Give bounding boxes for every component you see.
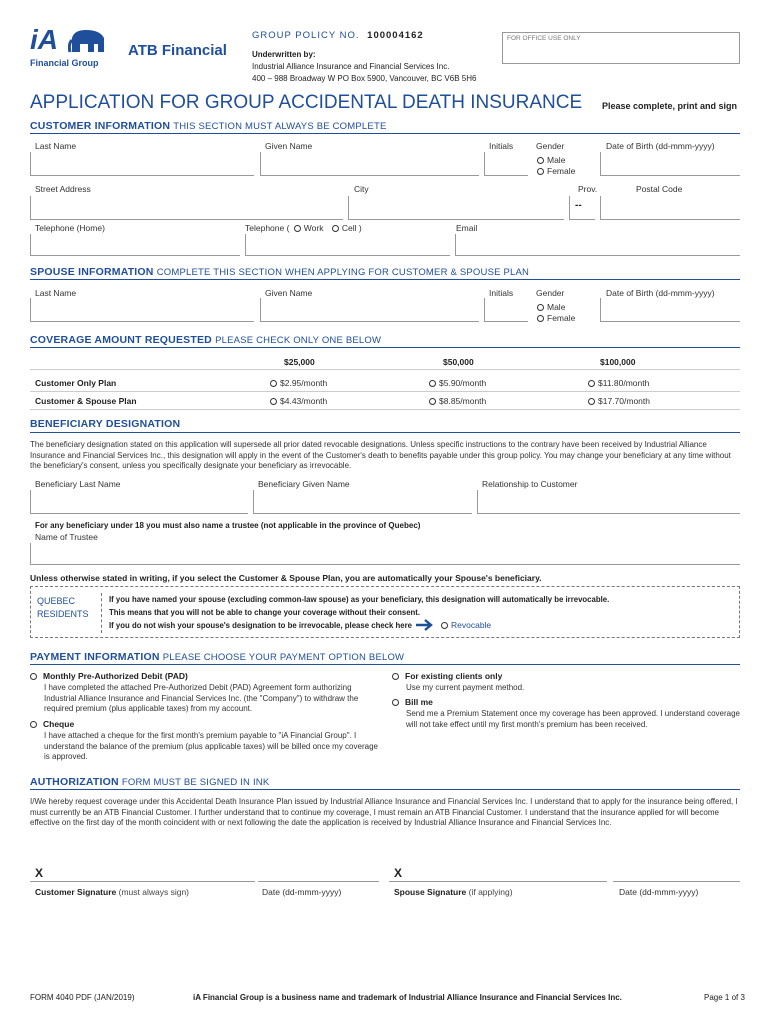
customer-section-title — [30, 120, 386, 132]
radio-icon — [270, 380, 277, 387]
customer-last-name-label: Last Name — [35, 141, 77, 151]
spouse-signature-x: X — [394, 866, 403, 880]
quebec-label-2: RESIDENTS — [37, 609, 89, 619]
spouse-gender-label: Gender — [536, 288, 565, 298]
authorization-paragraph: I/We hereby request coverage under this Accidental Death Insurance Plan issued by Industrial Alliance Insurance and Financial Services Inc. I understand that to apply for the insurance being offered, I must currently be an ATB Financial Customer. I further understand that to continue my coverage, I must remain an ATB Financial Customer. I understand that the insurance applied for will become effective on the first day of the month coincident with or next following the date the application is received by Industrial Alliance Insurance and Financial Services Inc. — [30, 797, 738, 827]
price-label: $11.80/month — [598, 378, 650, 388]
spouse-given-name-label: Given Name — [265, 288, 313, 298]
cheque-text: I have attached a cheque for the first month's premium payable to "iA Financial Group". I understand the balance of the premium (plus applicable taxes) will be billed once my coverage is approved. — [44, 731, 378, 761]
customer-only-50000-option[interactable] — [429, 378, 486, 388]
revocable-option[interactable] — [441, 620, 491, 630]
customer-spouse-100000-option[interactable] — [588, 396, 650, 406]
spouse-dob-field[interactable] — [600, 298, 740, 322]
coverage-col-100000: $100,000 — [600, 357, 636, 367]
spouse-beneficiary-note: Unless otherwise stated in writing, if you select the Customer & Spouse Plan, you are automatically your Spouse's beneficiary. — [30, 573, 542, 583]
spouse-heading: SPOUSE INFORMATION — [30, 266, 154, 278]
customer-signature-field[interactable] — [30, 862, 255, 882]
auth-heading: AUTHORIZATION — [30, 776, 119, 788]
email-field[interactable] — [455, 234, 740, 256]
payment-subheading: PLEASE CHOOSE YOUR PAYMENT OPTION BELOW — [162, 652, 405, 663]
quebec-line-1: If you have named your spouse (excluding common-law spouse) as your beneficiary, this designation will automatically be irrevocable. — [109, 595, 610, 604]
telephone-home-label: Telephone (Home) — [35, 223, 105, 233]
radio-icon — [537, 315, 544, 322]
customer-gender-male[interactable] — [537, 155, 565, 165]
cell-label: Cell ) — [341, 223, 362, 233]
spouse-subheading: COMPLETE THIS SECTION WHEN APPLYING FOR CUSTOMER & SPOUSE PLAN — [156, 267, 530, 278]
pad-title: Monthly Pre-Authorized Debit (PAD) — [43, 671, 188, 681]
existing-title: For existing clients only — [405, 671, 503, 681]
page-title: APPLICATION FOR GROUP ACCIDENTAL DEATH INSURANCE — [30, 92, 583, 113]
quebec-label — [37, 595, 89, 621]
customer-initials-label: Initials — [489, 141, 514, 151]
postal-code-label: Postal Code — [636, 184, 683, 194]
trustee-label: Name of Trustee — [35, 532, 98, 542]
customer-gender-female[interactable] — [537, 166, 575, 176]
female-label: Female — [547, 166, 576, 176]
radio-icon — [30, 721, 37, 728]
male-label: Male — [547, 302, 566, 312]
auth-subheading: FORM MUST BE SIGNED IN INK — [121, 777, 270, 788]
cust-sig-title: Customer Signature — [35, 887, 117, 897]
customer-only-25000-option[interactable] — [270, 378, 327, 388]
beneficiary-paragraph: The beneficiary designation stated on this application will supersede all prior dated revocable designations. Unless specific instructions to the contrary have been received by Industrial Alliance Insurance and Financial Services Inc., this designation will apply in the event of the Customer's death to benefits payable under this group policy. You may change your beneficiary at any time without the beneficiary's consent, unless you specifically designate your beneficiary as irrevocable. — [30, 440, 731, 470]
radio-icon — [392, 673, 399, 680]
relationship-label: Relationship to Customer — [482, 479, 578, 489]
beneficiary-given-name-label: Beneficiary Given Name — [258, 479, 350, 489]
postal-code-field[interactable] — [600, 196, 740, 220]
spouse-given-name-field[interactable] — [260, 298, 479, 322]
spouse-signature-field[interactable] — [389, 862, 607, 882]
atb-logo: ATB Financial — [128, 42, 227, 59]
coverage-heading: COVERAGE AMOUNT REQUESTED — [30, 334, 212, 346]
customer-date-label: Date (dd-mmm-yyyy) — [262, 887, 342, 897]
customer-only-plan-label: Customer Only Plan — [35, 378, 117, 388]
policy-number: 100004162 — [367, 30, 424, 41]
customer-last-name-field[interactable] — [30, 152, 254, 176]
radio-icon — [429, 398, 436, 405]
street-address-label: Street Address — [35, 184, 91, 194]
beneficiary-last-name-field[interactable] — [30, 490, 248, 514]
customer-spouse-25000-option[interactable] — [270, 396, 327, 406]
radio-icon — [537, 304, 544, 311]
spouse-last-name-field[interactable] — [30, 298, 254, 322]
cheque-option[interactable] — [30, 719, 385, 763]
spouse-section-title — [30, 266, 529, 278]
cust-sig-note: (must always sign) — [118, 887, 190, 897]
radio-icon — [429, 380, 436, 387]
female-label: Female — [547, 313, 576, 323]
radio-icon — [588, 398, 595, 405]
form-number: FORM 4040 PDF (JAN/2019) — [30, 993, 135, 1002]
telephone-other-field[interactable] — [245, 234, 450, 256]
spouse-date-label: Date (dd-mmm-yyyy) — [619, 887, 699, 897]
page-number: Page 1 of 3 — [704, 993, 745, 1002]
city-field[interactable] — [348, 196, 564, 220]
quebec-label-1: QUEBEC — [37, 596, 76, 606]
male-label: Male — [547, 155, 566, 165]
existing-clients-option[interactable] — [392, 671, 742, 694]
customer-subheading: THIS SECTION MUST ALWAYS BE COMPLETE — [173, 121, 387, 132]
cheque-title: Cheque — [43, 719, 75, 729]
province-value: -- — [575, 200, 582, 211]
customer-signature-label — [35, 887, 189, 897]
email-label: Email — [456, 223, 478, 233]
spouse-last-name-label: Last Name — [35, 288, 77, 298]
spouse-initials-field[interactable] — [484, 298, 528, 322]
customer-date-field[interactable] — [258, 862, 379, 882]
cell-radio[interactable] — [332, 225, 339, 232]
insurer-address-2: 400 – 988 Broadway W PO Box 5900, Vancouver, BC V6B 5H6 — [252, 74, 477, 83]
title-note: Please complete, print and sign — [602, 101, 738, 111]
tel-other-text: Telephone ( — [245, 223, 290, 233]
payment-section-title — [30, 651, 404, 663]
radio-icon — [270, 398, 277, 405]
quebec-line-2: This means that you will not be able to change your coverage without their consent. — [109, 608, 421, 617]
spouse-dob-label: Date of Birth (dd-mmm-yyyy) — [606, 288, 715, 298]
spouse-gender-male[interactable] — [537, 302, 565, 312]
radio-icon — [441, 622, 448, 629]
pad-text: I have completed the attached Pre-Authorized Debit (PAD) Agreement form authorizing Industrial Alliance Insurance and Financial Services Inc. (the "Company") to withdraw the required premium (plus applicable taxes) from my account. — [44, 683, 359, 713]
street-address-field[interactable] — [30, 196, 343, 220]
underwritten-label: Underwritten by: — [252, 50, 316, 59]
bill-title: Bill me — [405, 697, 433, 707]
footer-trademark: iA Financial Group is a business name and trademark of Industrial Alliance Insurance and Financial Services Inc. — [193, 993, 622, 1002]
revocable-label: Revocable — [451, 620, 492, 630]
spouse-sig-note: (if applying) — [468, 887, 513, 897]
coverage-section-title — [30, 334, 381, 346]
customer-gender-label: Gender — [536, 141, 565, 151]
price-label: $17.70/month — [598, 396, 650, 406]
price-label: $5.90/month — [439, 378, 487, 388]
customer-spouse-plan-label: Customer & Spouse Plan — [35, 396, 137, 406]
work-radio[interactable] — [294, 225, 301, 232]
spouse-sig-title: Spouse Signature — [394, 887, 467, 897]
city-label: City — [354, 184, 369, 194]
telephone-home-field[interactable] — [30, 234, 240, 256]
spouse-gender-female[interactable] — [537, 313, 575, 323]
customer-initials-field[interactable] — [484, 152, 528, 176]
policy-label: GROUP POLICY NO. — [252, 30, 360, 41]
ia-logo-subtitle: Financial Group — [30, 58, 99, 68]
customer-only-100000-option[interactable] — [588, 378, 649, 388]
beneficiary-given-name-field[interactable] — [253, 490, 472, 514]
quebec-residents-box — [30, 586, 740, 638]
quebec-line-3: If you do not wish your spouse's designation to be irrevocable, please check here — [109, 621, 412, 630]
ia-logo-text: iA — [30, 24, 58, 55]
bill-text: Send me a Premium Statement once my coverage has been approved. I understand coverage will not take effect until my first month's premium has been received. — [406, 709, 740, 729]
customer-dob-label: Date of Birth (dd-mmm-yyyy) — [606, 141, 715, 151]
radio-icon — [30, 673, 37, 680]
customer-given-name-label: Given Name — [265, 141, 313, 151]
spouse-signature-label — [394, 887, 513, 897]
customer-signature-x: X — [35, 866, 44, 880]
ia-logo — [30, 26, 110, 70]
relationship-field[interactable] — [477, 490, 740, 514]
radio-icon — [537, 157, 544, 164]
price-label: $4.43/month — [280, 396, 328, 406]
insurer-address-1: Industrial Alliance Insurance and Financial Services Inc. — [252, 62, 450, 71]
arrow-right-icon — [415, 618, 437, 632]
elephant-icon — [68, 28, 108, 56]
pad-option[interactable] — [30, 671, 385, 715]
beneficiary-last-name-label: Beneficiary Last Name — [35, 479, 121, 489]
customer-heading: CUSTOMER INFORMATION — [30, 120, 171, 132]
spouse-date-field[interactable] — [613, 862, 740, 882]
payment-heading: PAYMENT INFORMATION — [30, 651, 160, 663]
radio-icon — [588, 380, 595, 387]
bill-me-option[interactable] — [392, 697, 742, 730]
spouse-initials-label: Initials — [489, 288, 514, 298]
coverage-subheading: PLEASE CHECK ONLY ONE BELOW — [215, 335, 382, 346]
beneficiary-section-title: BENEFICIARY DESIGNATION — [30, 418, 181, 430]
authorization-section-title — [30, 776, 269, 788]
coverage-col-25000: $25,000 — [284, 357, 315, 367]
trustee-field[interactable] — [30, 543, 740, 565]
trustee-note: For any beneficiary under 18 you must also name a trustee (not applicable in the province of Quebec) — [35, 521, 421, 530]
province-field[interactable] — [569, 196, 595, 220]
customer-given-name-field[interactable] — [260, 152, 479, 176]
customer-spouse-50000-option[interactable] — [429, 396, 486, 406]
price-label: $2.95/month — [280, 378, 328, 388]
price-label: $8.85/month — [439, 396, 487, 406]
existing-text: Use my current payment method. — [406, 683, 525, 692]
telephone-other-label — [245, 223, 362, 233]
customer-dob-field[interactable] — [600, 152, 740, 176]
work-label: Work — [303, 223, 324, 233]
office-use-box — [502, 32, 740, 64]
policy-number-line — [252, 30, 424, 41]
province-label: Prov. — [578, 184, 598, 194]
coverage-col-50000: $50,000 — [443, 357, 474, 367]
office-use-label: FOR OFFICE USE ONLY — [507, 35, 581, 42]
radio-icon — [392, 699, 399, 706]
radio-icon — [537, 168, 544, 175]
